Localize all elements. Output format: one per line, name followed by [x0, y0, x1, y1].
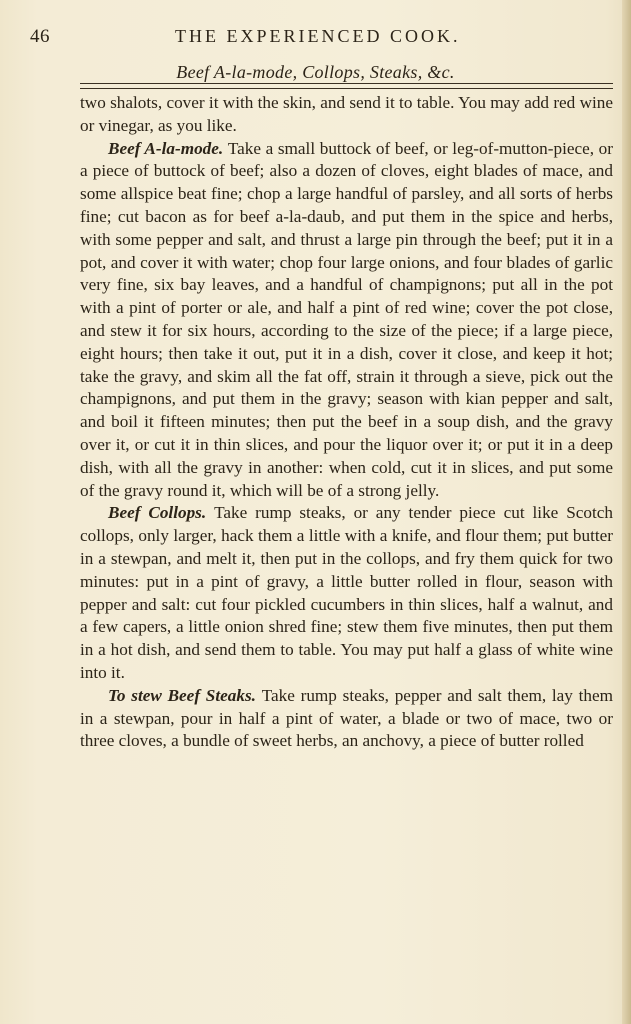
- page-edge-shadow: [622, 0, 631, 1024]
- recipe-text: Take rump steaks, pepper and salt them, lay them in a stewpan, pour in half a pint of water, a blade or two of mace, two or three cloves, a bundle of sweet herbs, an anchovy, a piece of butter rolled: [80, 685, 613, 751]
- recipe-beef-a-la-mode: [80, 138, 613, 503]
- section-subtitle: Beef A-la-mode, Collops, Steaks, &c.: [176, 62, 455, 82]
- recipe-title: Beef A-la-mode.: [108, 138, 228, 158]
- running-head: [20, 20, 620, 50]
- header-rule-bottom: [80, 88, 613, 89]
- recipe-title: Beef Collops.: [108, 503, 215, 523]
- recipe-beef-collops: [80, 502, 613, 684]
- continuation-paragraph: two shalots, cover it with the skin, and send it to table. You may add red wine or vinegar, as you like.: [80, 93, 613, 135]
- body-text: [80, 92, 613, 753]
- recipe-text: Take a small buttock of beef, or leg-of-mutton-piece, or a piece of buttock of beef; also a dozen of cloves, eight blades of mace, and some allspice beat fine; chop a large handful of parsley, and all sorts of herbs fine; cut bacon as for beef a-la-daub, and put them in the spice and herbs, with some pepper and salt, and thrust a large pin through the beef; put it in a pot, and cover it with water; chop four large onions, and four blades of garlic very fine, six bay leaves, and a handful of champignons; put all in the pot with a pint of porter or ale, and half a pint of red wine; cover the pot close, and stew it for six hours, according to the size of the piece; if a large piece, eight hours; then take it out, put it in a dish, cover it close, and keep it hot; take the gravy, and skim all the fat off, strain it through a sieve, pick out the champignons, and put them in the gravy; season with kian pepper and salt, and boil it fifteen minutes; then put the beef in a soup dish, and the gravy over it, or cut it in thin slices, and pour the liquor over it; or put it in a deep dish, with all the gravy in another: when cold, cut it in slices, and put some of the gravy round it, which will be of a strong jelly.: [80, 138, 613, 500]
- recipe-text: Take rump steaks, or any tender piece cut like Scotch collops, only larger, hack them a little with a knife, and flour them; put butter in a stewpan, and melt it, then put in the collops, and fry them quick for two minutes: put in a pint of gravy, a little butter rolled in flour, season with pepper and salt: cut four pickled cucumbers in thin slices, half a walnut, and a few capers, a little onion shred fine; stew them five minutes, then put them in a hot dish, and send them to table. You may put half a glass of white wine into it.: [80, 503, 613, 682]
- recipe-stew-beef-steaks: [80, 685, 613, 753]
- header-rule-top: [80, 83, 613, 84]
- recipe-title: To stew Beef Steaks.: [108, 685, 262, 705]
- running-title: THE EXPERIENCED COOK.: [175, 26, 461, 46]
- page-number: 46: [30, 26, 50, 47]
